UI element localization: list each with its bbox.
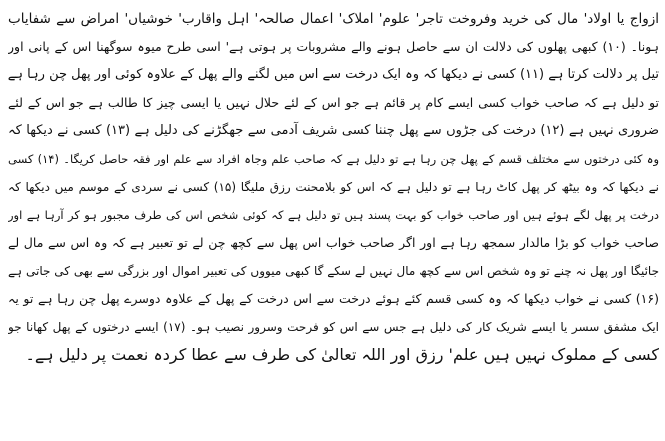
text-line: تو دلیل ہے کہ صاحب خواب کسی ایسے کام پر قائم ہے جو اس کے لئے حلال نہیں یا ایسی چیز کا طالب ہے جو اس کے لئے bbox=[8, 95, 659, 110]
text-line: جائیگا اور پھل نہ چنے تو وہ شخص اس سے کچھ مال نہیں لے سکے گا کبھی میووں کی تعبیر اموال اور بزرگی سے بھی کی جاتی ہے bbox=[8, 264, 659, 278]
text-line: ازواج یا اولاد' مال کی خرید وفروخت تاجر' علوم' املاک' اعمال صالحہ' اہل واقارب' خوشیاں' امراض سے شفایاب bbox=[8, 11, 659, 27]
text-line: صاحب خواب کو بڑا مالدار سمجھ رہا ہے اور اگر صاحب خواب اس پھل سے کچھ چن لے تو تعبیر ہے کہ وہ اس سے مال لے bbox=[8, 235, 659, 250]
text-line: (۱۶) کسی نے خواب دیکھا کہ وہ کسی قسم کئے ہوئے درخت سے اس درخت کے پھل کے علاوہ دوسرے پھل چن رہا ہے تو یہ bbox=[8, 291, 659, 306]
text-line: ضروری نہیں ہے (۱۲) درخت کی جڑوں سے پھل چننا کسی شریف آدمی سے جھگڑنے کی دلیل ہے (۱۳) کسی نے دیکھا کہ bbox=[8, 123, 659, 138]
text-line: تیل پر دلالت کرتا ہے (۱۱) کسی نے دیکھا کہ وہ ایک درخت سے اس میں لگنے والے پھل کے علاوہ کوئی اور پھل چن رہا ہے bbox=[8, 67, 659, 82]
text-line: نے دیکھا کہ وہ بیٹھ کر پھل کاٹ رہا ہے تو دلیل ہے کہ اس کو بلامحنت رزق ملیگا (۱۵) کسی نے سردی کے موسم میں دیکھا کہ bbox=[8, 180, 659, 194]
text-line: درخت پر پھل لگے ہوئے ہیں اور صاحب خواب کو بہت پسند ہیں تو دلیل ہے کہ کوئی شخص اس کی طرف مجبور ہو کر آرہا ہے اور bbox=[8, 208, 659, 222]
text-line: کسی کے مملوک نہیں ہیں علم' رزق اور اللہ تعالیٰ کی طرف سے عطا کردہ نعمت پر دلیل ہے۔ bbox=[25, 345, 659, 364]
urdu-text-body bbox=[8, 5, 659, 369]
text-line: ایک مشفق سسر یا ایسے شریک کار کی دلیل ہے جس سے اس کو فرحت وسرور نصیب ہو۔ (۱۷) ایسے درختوں کے پھل کھانا جو bbox=[8, 320, 659, 334]
text-line: وہ کئی درختوں سے مختلف قسم کے پھل چن رہا ہے تو دلیل ہے کہ صاحب علم وجاہ افراد سے علم اور فقہ حاصل کریگا۔ (۱۴) کسی bbox=[8, 152, 659, 166]
text-line: ہونا۔ (۱۰) کبھی پھلوں کی دلالت ان سے حاصل ہونے والے مشروبات پر ہوتی ہے' اسی طرح میوہ سوگھنا اس کے پانی اور bbox=[8, 39, 659, 54]
